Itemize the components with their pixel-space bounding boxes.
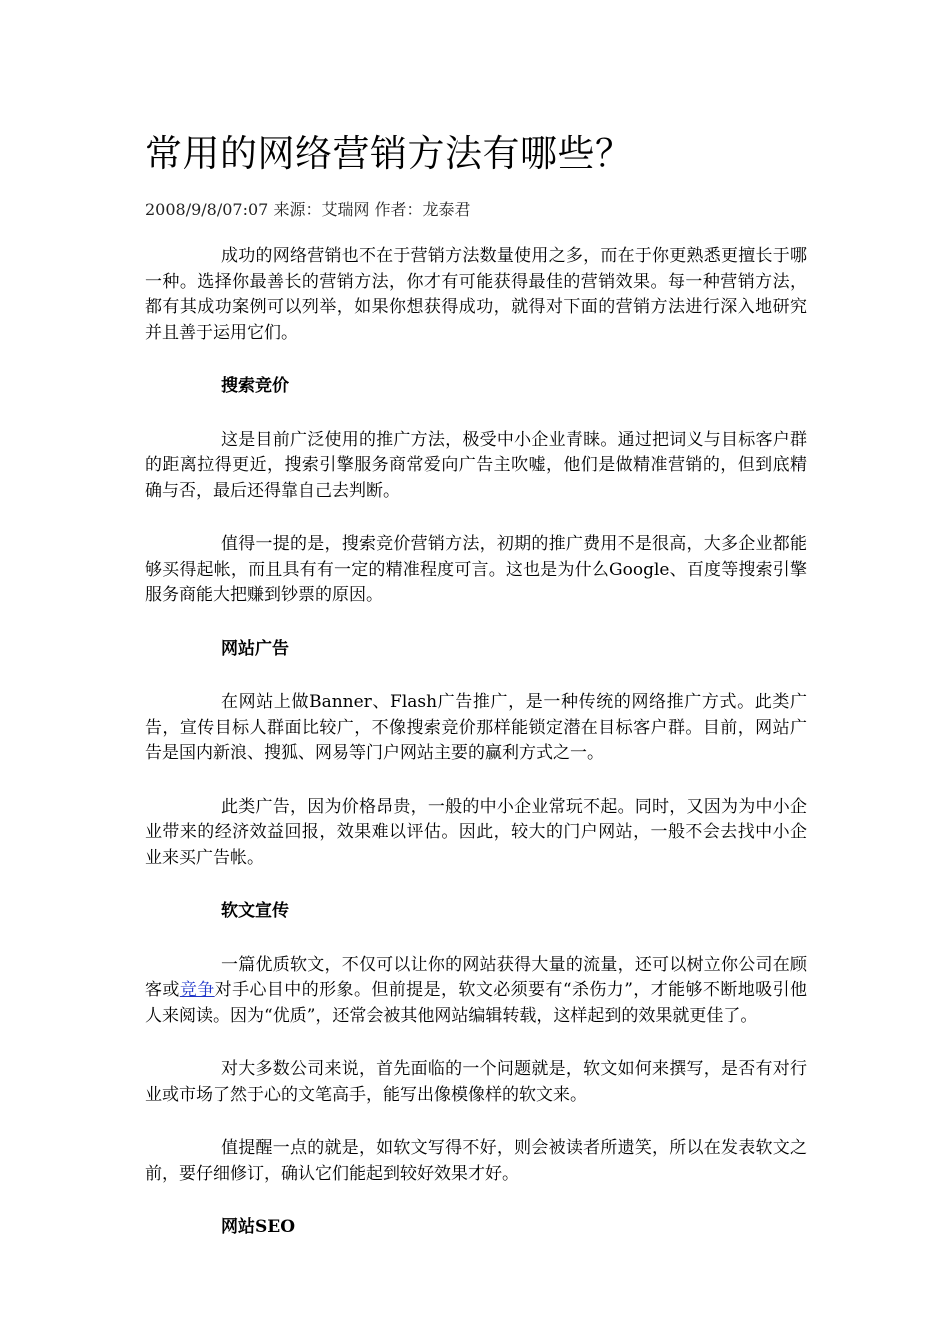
paragraph: 对大多数公司来说，首先面临的一个问题就是，软文如何来撰写，是否有对行业或市场了然于心的文笔高手，能写出像模像样的软文来。 xyxy=(145,1059,807,1105)
article-body xyxy=(145,128,807,1241)
paragraph: 在网站上做Banner、Flash广告推广，是一种传统的网络推广方式。此类广告，宣传目标人群面比较广，不像搜索竞价那样能锁定潜在目标客户群。目前，网站广告是国内新浪、搜狐、网易等门户网站主要的赢利方式之一。 xyxy=(145,692,807,763)
competition-link[interactable]: 竞争 xyxy=(179,980,215,1000)
paragraph: 这是目前广泛使用的推广方法，极受中小企业青睐。通过把词义与目标客户群的距离拉得更近，搜索引擎服务商常爱向广告主吹嘘，他们是做精准营销的，但到底精确与否，最后还得靠自己去判断。 xyxy=(145,429,807,501)
section-heading-soft-articles: 软文宣传 xyxy=(221,901,289,921)
article-meta: 2008/9/8/07:07 来源：艾瑞网 作者：龙泰君 xyxy=(145,200,471,219)
paragraph-with-link xyxy=(145,953,807,1030)
section-heading-search-bidding: 搜索竞价 xyxy=(221,376,289,396)
intro-paragraph: 成功的网络营销也不在于营销方法数量使用之多，而在于你更熟悉更擅长于哪一种。选择你最善长的营销方法，你才有可能获得最佳的营销效果。每一种营销方法，都有其成功案例可以列举，如果你想获得成功，就得对下面的营销方法进行深入地研究并且善于运用它们。 xyxy=(145,246,807,343)
article-title: 常用的网络营销方法有哪些？ xyxy=(145,132,633,175)
paragraph-text: 一篇优质软文，不仅可以让你的网站获得大量的流量，还可以树立你公司在顾客或 xyxy=(145,954,807,1000)
paragraph: 值得一提的是，搜索竞价营销方法，初期的推广费用不是很高，大多企业都能够买得起帐，而且具有有一定的精准程度可言。这也是为什么Google、百度等搜索引擎服务商能大把赚到钞票的原因。 xyxy=(145,534,807,605)
paragraph: 值提醒一点的就是，如软文写得不好，则会被读者所遗笑，所以在发表软文之前，要仔细修订，确认它们能起到较好效果才好。 xyxy=(145,1138,807,1184)
paragraph: 此类广告，因为价格昂贵，一般的中小企业常玩不起。同时，又因为为中小企业带来的经济效益回报，效果难以评估。因此，较大的门户网站，一般不会去找中小企业来买广告帐。 xyxy=(145,796,807,868)
section-heading-website-seo: 网站SEO xyxy=(221,1217,296,1237)
section-heading-website-ads: 网站广告 xyxy=(221,638,289,659)
paragraph-text: 对手心目中的形象。但前提是，软文必须要有“杀伤力”，才能够不断地吸引他人来阅读。因为“优质”，还常会被其他网站编辑转载，这样起到的效果就更佳了。 xyxy=(145,980,808,1026)
